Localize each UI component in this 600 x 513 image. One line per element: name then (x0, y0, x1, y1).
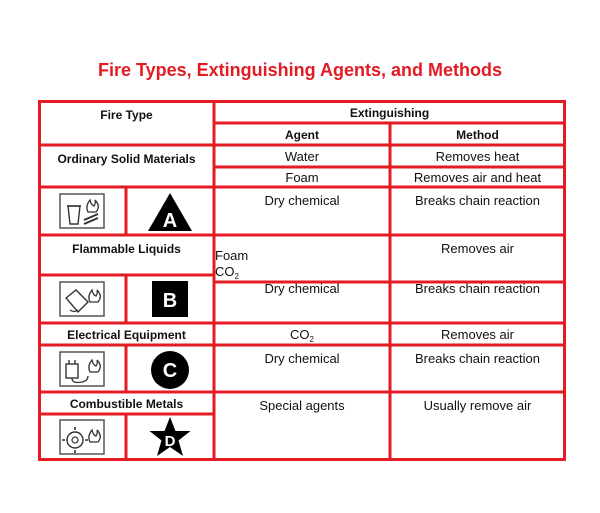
trash-wood-fire-icon (58, 192, 106, 230)
agent-cell: Dry chemical (264, 193, 340, 208)
header-extinguishing: Extinguishing (349, 105, 430, 120)
class-d-star-icon (148, 416, 192, 458)
metal-gear-fire-icon (58, 418, 106, 456)
class-b-square-icon (149, 281, 191, 317)
fire-type-flammable-liquids: Flammable Liquids (72, 242, 181, 256)
page-title: Fire Types, Extinguishing Agents, and Methods (97, 60, 503, 80)
agent-foam: Foam (215, 247, 249, 263)
class-b-letter: B (162, 290, 178, 312)
class-a-letter: A (162, 210, 178, 232)
electrical-plug-fire-icon (58, 350, 106, 388)
method-cell: Removes air (441, 326, 514, 342)
agent-co2: $CO_2$ (290, 326, 314, 344)
header-method: Method (456, 127, 499, 142)
method-cell: Usually remove air (423, 398, 532, 413)
header-fire-type: Fire Type (100, 108, 153, 122)
agent-cell: Dry chemical (264, 281, 340, 296)
agent-cell: Foam (285, 169, 319, 185)
fire-type-electrical-equipment: Electrical Equipment (67, 327, 186, 342)
method-cell: Breaks chain reaction (414, 193, 540, 208)
class-c-circle-icon (150, 350, 190, 390)
fuel-can-fire-icon (58, 280, 106, 318)
class-a-triangle-icon (146, 191, 194, 233)
method-cell: Removes heat (435, 148, 520, 164)
fire-type-combustible-metals: Combustible Metals (69, 396, 184, 411)
agent-co2: $CO_2$ (215, 263, 239, 281)
method-cell: Removes air (441, 241, 514, 256)
fire-type-ordinary-solids: Ordinary Solid Materials (57, 152, 196, 166)
method-cell: Breaks chain reaction (414, 351, 540, 366)
agent-cell: Special agents (259, 398, 345, 413)
fire-table (38, 100, 566, 461)
agent-cell: Dry chemical (264, 351, 340, 366)
agent-cell: Water (284, 148, 320, 164)
method-cell: Breaks chain reaction (414, 281, 540, 296)
agent-cell (215, 324, 389, 345)
header-agent: Agent (285, 127, 319, 142)
class-d-letter: D (164, 433, 176, 450)
method-cell: Removes air and heat (413, 169, 542, 185)
class-c-letter: C (162, 360, 178, 382)
